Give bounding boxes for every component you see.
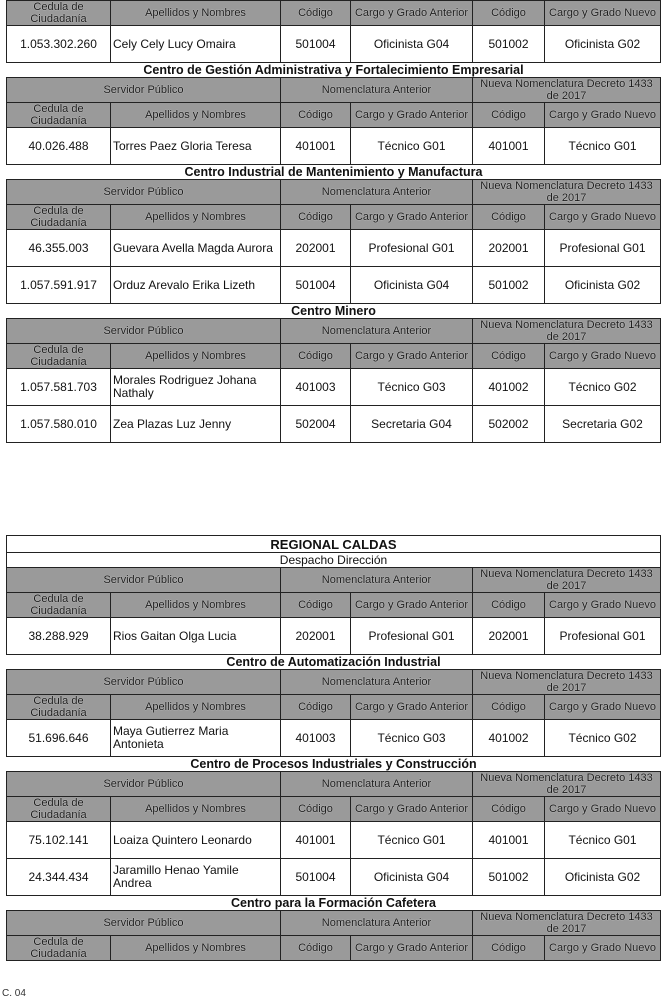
personnel-table-regional-caldas (6, 535, 661, 961)
cargo-anterior-cell: Técnico G03 (351, 720, 473, 757)
nombre-cell: Orduz Arevalo Erika Lizeth (111, 267, 281, 304)
codigo-anterior-cell: 401003 (281, 369, 351, 406)
column-header-row (7, 344, 661, 369)
cargo-nuevo-header: Cargo y Grado Nuevo (545, 695, 661, 720)
codigo-anterior-cell: 202001 (281, 230, 351, 267)
codigo-nuevo-header: Código (473, 1, 545, 26)
codigo-anterior-header: Código (281, 797, 351, 822)
cargo-nuevo-cell: Profesional G01 (545, 230, 661, 267)
cargo-nuevo-cell: Secretaria G02 (545, 406, 661, 443)
cargo-anterior-header: Cargo y Grado Anterior (351, 1, 473, 26)
cedula-cell: 24.344.434 (7, 859, 111, 896)
cedula-header: Cedula de Ciudadanía (7, 344, 111, 369)
group-header-row (7, 772, 661, 797)
cedula-header: Cedula de Ciudadanía (7, 1, 111, 26)
cargo-anterior-cell: Oficinista G04 (351, 26, 473, 63)
nombre-cell: Morales Rodriguez Johana Nathaly (111, 369, 281, 406)
cedula-header: Cedula de Ciudadanía (7, 797, 111, 822)
table-row (7, 720, 661, 757)
cargo-nuevo-cell: Oficinista G02 (545, 26, 661, 63)
apellidos-header: Apellidos y Nombres (111, 344, 281, 369)
nombre-cell: Loaiza Quintero Leonardo (111, 822, 281, 859)
apellidos-header: Apellidos y Nombres (111, 103, 281, 128)
codigo-anterior-cell: 501004 (281, 859, 351, 896)
cargo-nuevo-header: Cargo y Grado Nuevo (545, 936, 661, 961)
codigo-nuevo-header: Código (473, 205, 545, 230)
servidor-header: Servidor Público (7, 78, 281, 103)
nombre-cell: Cely Cely Lucy Omaira (111, 26, 281, 63)
codigo-anterior-header: Código (281, 593, 351, 618)
codigo-nuevo-header: Código (473, 344, 545, 369)
center-title-row-title: Centro de Gestión Administrativa y Fortalecimiento Empresarial (7, 63, 661, 78)
nomenclatura-anterior-header: Nomenclatura Anterior (281, 670, 473, 695)
cargo-anterior-header: Cargo y Grado Anterior (351, 593, 473, 618)
codigo-nuevo-header: Código (473, 593, 545, 618)
cargo-anterior-cell: Técnico G01 (351, 128, 473, 165)
codigo-anterior-header: Código (281, 1, 351, 26)
cargo-anterior-header: Cargo y Grado Anterior (351, 797, 473, 822)
codigo-anterior-header: Código (281, 205, 351, 230)
codigo-anterior-header: Código (281, 695, 351, 720)
column-header-row (7, 205, 661, 230)
cargo-anterior-header: Cargo y Grado Anterior (351, 205, 473, 230)
servidor-header: Servidor Público (7, 911, 281, 936)
cargo-anterior-cell: Secretaria G04 (351, 406, 473, 443)
codigo-nuevo-cell: 401002 (473, 720, 545, 757)
codigo-anterior-cell: 401001 (281, 128, 351, 165)
cedula-header: Cedula de Ciudadanía (7, 593, 111, 618)
nueva-nomenclatura-header: Nueva Nomenclatura Decreto 1433 de 2017 (473, 670, 661, 695)
cargo-nuevo-header: Cargo y Grado Nuevo (545, 797, 661, 822)
cargo-nuevo-cell: Técnico G01 (545, 822, 661, 859)
nombre-cell: Zea Plazas Luz Jenny (111, 406, 281, 443)
nueva-nomenclatura-header: Nueva Nomenclatura Decreto 1433 de 2017 (473, 180, 661, 205)
center-title-row (7, 165, 661, 180)
cargo-nuevo-header: Cargo y Grado Nuevo (545, 593, 661, 618)
table-row (7, 618, 661, 655)
group-header-row (7, 180, 661, 205)
table-row (7, 267, 661, 304)
cargo-nuevo-cell: Técnico G02 (545, 720, 661, 757)
cargo-anterior-cell: Oficinista G04 (351, 859, 473, 896)
personnel-table-top (6, 0, 661, 443)
group-header-row (7, 319, 661, 344)
nueva-nomenclatura-header: Nueva Nomenclatura Decreto 1433 de 2017 (473, 911, 661, 936)
nombre-cell: Torres Paez Gloria Teresa (111, 128, 281, 165)
cargo-nuevo-cell: Oficinista G02 (545, 267, 661, 304)
codigo-nuevo-header: Código (473, 695, 545, 720)
cargo-nuevo-header: Cargo y Grado Nuevo (545, 103, 661, 128)
apellidos-header: Apellidos y Nombres (111, 205, 281, 230)
despacho-row-title: Despacho Dirección (7, 553, 661, 568)
cargo-anterior-cell: Técnico G01 (351, 822, 473, 859)
cargo-nuevo-cell: Oficinista G02 (545, 859, 661, 896)
codigo-anterior-cell: 401001 (281, 822, 351, 859)
cargo-anterior-header: Cargo y Grado Anterior (351, 344, 473, 369)
codigo-anterior-header: Código (281, 103, 351, 128)
center-title-row (7, 63, 661, 78)
codigo-nuevo-cell: 401002 (473, 369, 545, 406)
apellidos-header: Apellidos y Nombres (111, 695, 281, 720)
codigo-nuevo-header: Código (473, 936, 545, 961)
nombre-cell: Rios Gaitan Olga Lucia (111, 618, 281, 655)
cedula-cell: 75.102.141 (7, 822, 111, 859)
cargo-nuevo-cell: Técnico G01 (545, 128, 661, 165)
nueva-nomenclatura-header: Nueva Nomenclatura Decreto 1433 de 2017 (473, 568, 661, 593)
nueva-nomenclatura-header: Nueva Nomenclatura Decreto 1433 de 2017 (473, 78, 661, 103)
group-header-row (7, 78, 661, 103)
group-header-row (7, 568, 661, 593)
cargo-anterior-header: Cargo y Grado Anterior (351, 936, 473, 961)
cedula-cell: 51.696.646 (7, 720, 111, 757)
cedula-cell: 1.057.591.917 (7, 267, 111, 304)
nombre-cell: Jaramillo Henao Yamile Andrea (111, 859, 281, 896)
center-title-row-title: Centro de Automatización Industrial (7, 655, 661, 670)
nomenclatura-anterior-header: Nomenclatura Anterior (281, 319, 473, 344)
nombre-cell: Guevara Avella Magda Aurora (111, 230, 281, 267)
cargo-anterior-cell: Oficinista G04 (351, 267, 473, 304)
codigo-nuevo-cell: 501002 (473, 267, 545, 304)
cedula-cell: 1.053.302.260 (7, 26, 111, 63)
nomenclatura-anterior-header: Nomenclatura Anterior (281, 911, 473, 936)
apellidos-header: Apellidos y Nombres (111, 593, 281, 618)
cargo-anterior-cell: Profesional G01 (351, 230, 473, 267)
corner-mark: C. 04 (2, 988, 26, 999)
cedula-cell: 1.057.580.010 (7, 406, 111, 443)
codigo-anterior-header: Código (281, 344, 351, 369)
group-header-row (7, 670, 661, 695)
column-header-row (7, 797, 661, 822)
nomenclatura-anterior-header: Nomenclatura Anterior (281, 568, 473, 593)
center-title-row-title: Centro para la Formación Cafetera (7, 896, 661, 911)
codigo-nuevo-cell: 401001 (473, 128, 545, 165)
servidor-header: Servidor Público (7, 180, 281, 205)
codigo-nuevo-cell: 502002 (473, 406, 545, 443)
codigo-nuevo-cell: 202001 (473, 618, 545, 655)
servidor-header: Servidor Público (7, 319, 281, 344)
cedula-cell: 38.288.929 (7, 618, 111, 655)
despacho-row (7, 553, 661, 568)
center-title-row (7, 896, 661, 911)
cargo-nuevo-header: Cargo y Grado Nuevo (545, 205, 661, 230)
cedula-header: Cedula de Ciudadanía (7, 103, 111, 128)
cargo-nuevo-header: Cargo y Grado Nuevo (545, 344, 661, 369)
codigo-anterior-cell: 501004 (281, 267, 351, 304)
nueva-nomenclatura-header: Nueva Nomenclatura Decreto 1433 de 2017 (473, 319, 661, 344)
table-row (7, 406, 661, 443)
apellidos-header: Apellidos y Nombres (111, 1, 281, 26)
center-title-row-title: Centro Industrial de Mantenimiento y Manufactura (7, 165, 661, 180)
codigo-anterior-header: Código (281, 936, 351, 961)
nomenclatura-anterior-header: Nomenclatura Anterior (281, 772, 473, 797)
codigo-anterior-cell: 401003 (281, 720, 351, 757)
table-row (7, 128, 661, 165)
codigo-nuevo-cell: 202001 (473, 230, 545, 267)
codigo-nuevo-header: Código (473, 797, 545, 822)
cargo-nuevo-cell: Profesional G01 (545, 618, 661, 655)
cargo-nuevo-cell: Técnico G02 (545, 369, 661, 406)
codigo-anterior-cell: 501004 (281, 26, 351, 63)
cedula-header: Cedula de Ciudadanía (7, 205, 111, 230)
nomenclatura-anterior-header: Nomenclatura Anterior (281, 180, 473, 205)
column-header-row (7, 1, 661, 26)
cedula-cell: 1.057.581.703 (7, 369, 111, 406)
nueva-nomenclatura-header: Nueva Nomenclatura Decreto 1433 de 2017 (473, 772, 661, 797)
apellidos-header: Apellidos y Nombres (111, 797, 281, 822)
center-title-row (7, 757, 661, 772)
cargo-anterior-header: Cargo y Grado Anterior (351, 695, 473, 720)
codigo-anterior-cell: 202001 (281, 618, 351, 655)
nombre-cell: Maya Gutierrez Maria Antonieta (111, 720, 281, 757)
codigo-nuevo-cell: 401001 (473, 822, 545, 859)
cargo-anterior-cell: Profesional G01 (351, 618, 473, 655)
column-header-row (7, 936, 661, 961)
nomenclatura-anterior-header: Nomenclatura Anterior (281, 78, 473, 103)
codigo-nuevo-cell: 501002 (473, 26, 545, 63)
regional-row (7, 536, 661, 553)
center-title-row-title: Centro de Procesos Industriales y Construcción (7, 757, 661, 772)
center-title-row (7, 655, 661, 670)
apellidos-header: Apellidos y Nombres (111, 936, 281, 961)
regional-row-title: REGIONAL CALDAS (7, 536, 661, 553)
servidor-header: Servidor Público (7, 568, 281, 593)
column-header-row (7, 593, 661, 618)
codigo-nuevo-cell: 501002 (473, 859, 545, 896)
cedula-cell: 46.355.003 (7, 230, 111, 267)
cedula-header: Cedula de Ciudadanía (7, 936, 111, 961)
table-row (7, 230, 661, 267)
cedula-cell: 40.026.488 (7, 128, 111, 165)
table-row (7, 822, 661, 859)
column-header-row (7, 103, 661, 128)
servidor-header: Servidor Público (7, 670, 281, 695)
cedula-header: Cedula de Ciudadanía (7, 695, 111, 720)
column-header-row (7, 695, 661, 720)
center-title-row (7, 304, 661, 319)
cargo-anterior-header: Cargo y Grado Anterior (351, 103, 473, 128)
table-row (7, 369, 661, 406)
table-row (7, 26, 661, 63)
cargo-nuevo-header: Cargo y Grado Nuevo (545, 1, 661, 26)
center-title-row-title: Centro Minero (7, 304, 661, 319)
codigo-nuevo-header: Código (473, 103, 545, 128)
table-row (7, 859, 661, 896)
cargo-anterior-cell: Técnico G03 (351, 369, 473, 406)
group-header-row (7, 911, 661, 936)
codigo-anterior-cell: 502004 (281, 406, 351, 443)
servidor-header: Servidor Público (7, 772, 281, 797)
